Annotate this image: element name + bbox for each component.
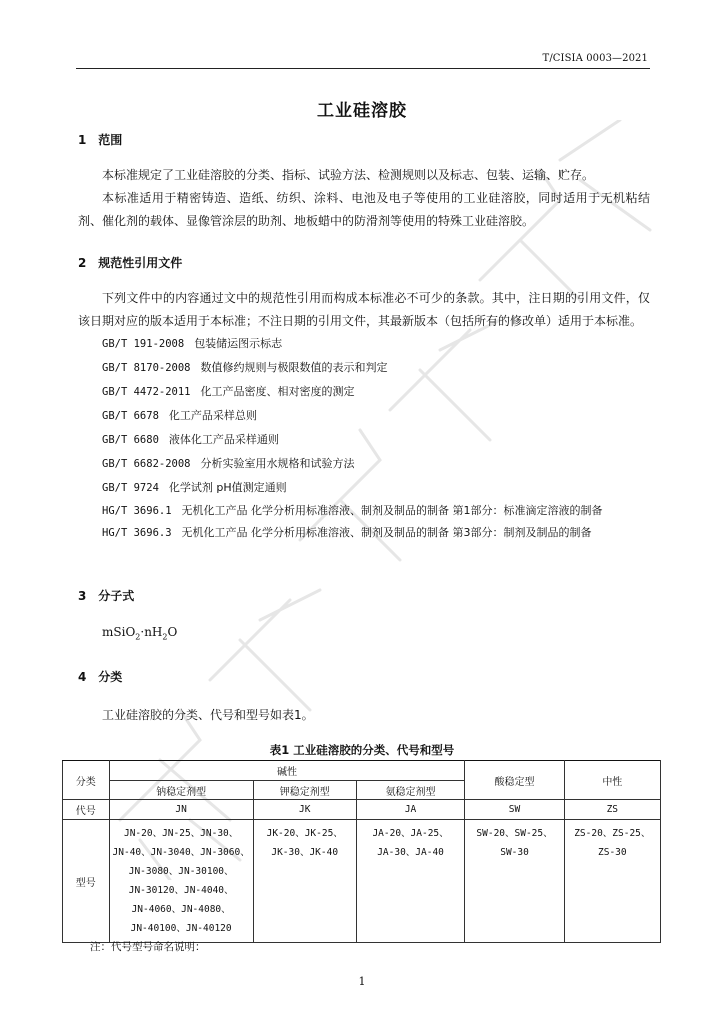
reference-item (78, 500, 650, 522)
classification-paragraph: 工业硅溶胶的分类、代号和型号如表1。 (102, 708, 314, 722)
reference-list (78, 332, 650, 544)
document-title: 工业硅溶胶 (317, 101, 407, 121)
reference-code: GB/T 8170-2008 (102, 362, 191, 374)
section-number: 3 (78, 589, 87, 603)
model-list-line: JN-3080、JN-30100、 (128, 866, 234, 877)
reference-code: GB/T 6678 (102, 410, 159, 422)
formula-part: ·nH (140, 625, 163, 639)
formula-part: mSiO (102, 625, 136, 639)
header-acid-stable: 酸稳定型 (465, 761, 564, 800)
table-model-row (63, 820, 661, 943)
reference-item (78, 404, 650, 428)
reference-item (78, 428, 650, 452)
subtype-ammonia: 氨稳定剂型 (356, 781, 465, 800)
reference-code: GB/T 4472-2011 (102, 386, 191, 398)
code-cell: JK (253, 800, 356, 820)
model-list-line: SW-30 (500, 847, 529, 858)
section-number: 1 (78, 133, 87, 147)
formula-subscript: 2 (162, 632, 168, 642)
header-neutral: 中性 (564, 761, 660, 800)
formula-part: O (167, 625, 178, 639)
code-cell: JN (109, 800, 253, 820)
model-list-line: ZS-20、ZS-25、 (574, 828, 651, 839)
reference-code: GB/T 9724 (102, 482, 159, 494)
reference-code: GB/T 6682-2008 (102, 458, 191, 470)
reference-title: 包装储运图示标志 (194, 337, 283, 350)
reference-title: 分析实验室用水规格和试验方法 (200, 457, 355, 470)
models-cell-sw (465, 820, 564, 943)
reference-title: 化学试剂 pH值测定通则 (168, 481, 287, 494)
section-title: 范围 (98, 133, 123, 147)
header-alkaline: 碱性 (109, 761, 465, 781)
model-list-line: ZS-30 (598, 847, 627, 858)
page-number: 1 (358, 975, 366, 988)
reference-code: HG/T 3696.1 (102, 505, 172, 517)
table-header-row (63, 761, 661, 781)
refs-intro-paragraph: 下列文件中的内容通过文中的规范性引用而构成本标准必不可少的条款。其中，注日期的引用文件，仅该日期对应的版本适用于本标准；不注日期的引用文件，其最新版本（包括所有的修改单）适用于本标准。 (78, 291, 650, 328)
scope-paragraph-2: 本标准适用于精密铸造、造纸、纺织、涂料、电池及电子等使用的工业硅溶胶，同时适用于无机粘结剂、催化剂的载体、显像管涂层的助剂、地板蜡中的防滑剂等使用的特殊工业硅溶胶。 (78, 191, 650, 228)
header-rule (76, 68, 650, 69)
section-2-heading (78, 254, 182, 271)
table-code-row (63, 800, 661, 820)
subtype-potassium: 钾稳定剂型 (253, 781, 356, 800)
reference-item (78, 522, 650, 544)
molecular-formula (102, 625, 177, 641)
reference-item (78, 476, 650, 500)
reference-item (78, 452, 650, 476)
code-cell: SW (465, 800, 564, 820)
section-1-heading (78, 131, 122, 148)
reference-item (78, 356, 650, 380)
reference-code: GB/T 191-2008 (102, 338, 185, 350)
models-cell-jk (253, 820, 356, 943)
section-number: 2 (78, 256, 87, 270)
classification-table (62, 760, 661, 943)
row-label-category: 分类 (63, 761, 110, 800)
model-list-line: JK-20、JK-25、 (266, 828, 343, 839)
row-label-code: 代号 (63, 800, 110, 820)
code-cell: JA (356, 800, 465, 820)
models-cell-ja (356, 820, 465, 943)
models-cell-zs (564, 820, 660, 943)
model-list-line: JN-40100、JN-40120 (130, 923, 232, 934)
model-list-line: JN-20、JN-25、JN-30、 (123, 828, 239, 839)
section-3-heading (78, 587, 134, 604)
reference-code: HG/T 3696.3 (102, 527, 172, 539)
model-list-line: JN-30120、JN-4040、 (128, 885, 234, 896)
model-list-line: JA-30、JA-40 (377, 847, 444, 858)
reference-title: 无机化工产品 化学分析用标准溶液、制剂及制品的制备 第1部分：标准滴定溶液的制备 (181, 504, 603, 517)
model-list-line: JK-30、JK-40 (271, 847, 339, 858)
standard-code: T/CISIA 0003—2021 (542, 53, 648, 64)
reference-title: 数值修约规则与极限数值的表示和判定 (200, 361, 388, 374)
reference-item (78, 380, 650, 404)
scope-paragraph-1: 本标准规定了工业硅溶胶的分类、指标、试验方法、检测规则以及标志、包装、运输、贮存。 (102, 168, 595, 182)
section-title: 分类 (98, 670, 123, 684)
table-title: 表1 工业硅溶胶的分类、代号和型号 (269, 743, 455, 757)
model-list-line: JN-4060、JN-4080、 (131, 904, 231, 915)
reference-item (78, 332, 650, 356)
section-4-heading (78, 668, 122, 685)
model-list-line: SW-20、SW-25、 (476, 828, 553, 839)
reference-title: 无机化工产品 化学分析用标准溶液、制剂及制品的制备 第3部分：制剂及制品的制备 (181, 526, 592, 539)
section-number: 4 (78, 670, 87, 684)
reference-code: GB/T 6680 (102, 434, 159, 446)
section-title: 分子式 (98, 589, 135, 603)
models-cell-jn (109, 820, 253, 943)
model-list-line: JA-20、JA-25、 (372, 828, 449, 839)
section-title: 规范性引用文件 (98, 256, 183, 270)
reference-title: 化工产品采样总则 (168, 409, 257, 422)
model-list-line: JN-40、JN-3040、JN-3060、 (112, 847, 250, 858)
reference-title: 液体化工产品采样通则 (168, 433, 279, 446)
reference-title: 化工产品密度、相对密度的测定 (200, 385, 355, 398)
row-label-model: 型号 (63, 820, 110, 943)
table-note: 注：代号型号命名说明： (90, 941, 206, 953)
code-cell: ZS (564, 800, 660, 820)
subtype-sodium: 钠稳定剂型 (109, 781, 253, 800)
formula-subscript: 2 (135, 632, 141, 642)
